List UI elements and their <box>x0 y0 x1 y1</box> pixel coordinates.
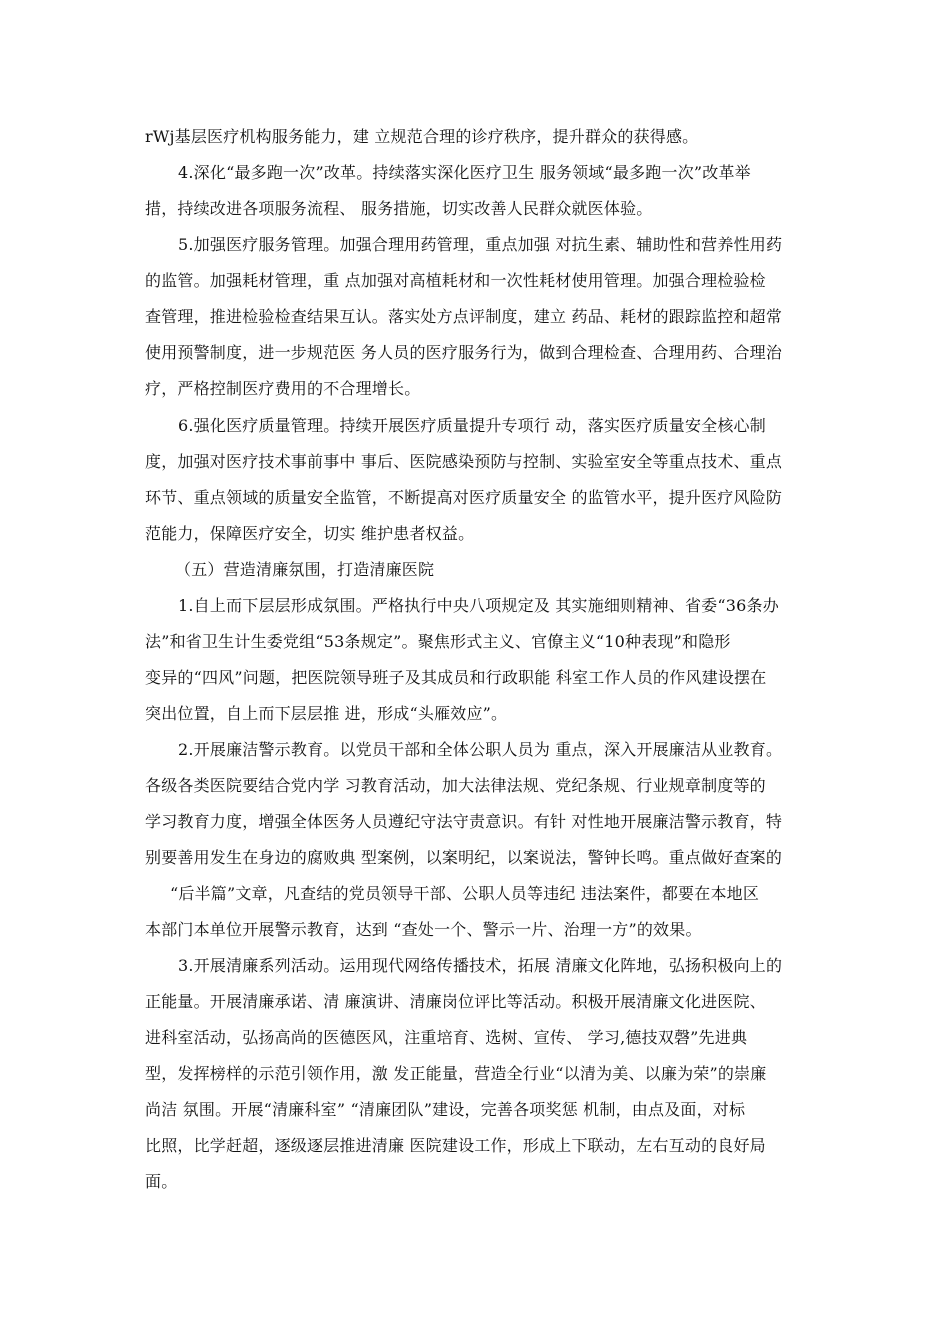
text-line-2: 4.深化“最多跑一次”改革。持续落实深化医疗卫生 服务领域“最多跑一次”改革举 <box>178 163 751 182</box>
text-line-3: 措，持续改进各项服务流程、 服务措施，切实改善人民群众就医体验。 <box>145 199 653 218</box>
text-line-24: 3.开展清廉系列活动。运用现代网络传播技术，拓展 清廉文化阵地，弘扬积极向上的 <box>178 956 783 975</box>
text-line-21: 别要善用发生在身边的腐败典 型案例，以案明纪，以案说法，警钟长鸣。重点做好查案的 <box>145 848 783 867</box>
text-line-8: 疗，严格控制医疗费用的不合理增长。 <box>145 379 421 398</box>
text-line-19: 各级各类医院要结合党内学 习教育活动，加大法律法规、党纪条规、行业规章制度等的 <box>145 776 766 795</box>
text-line-6: 查管理，推进检验检查结果互认。落实处方点评制度，建立 药品、耗材的跟踪监控和超常 <box>145 307 783 326</box>
text-line-26: 进科室活动，弘扬高尚的医德医风，注重培育、选树、宣传、 学习,德技双磬”先进典 <box>145 1028 748 1047</box>
text-line-30: 面。 <box>145 1172 178 1191</box>
text-line-5: 的监管。加强耗材管理，重 点加强对高植耗材和一次性耗材使用管理。加强合理检验检 <box>145 271 766 290</box>
text-line-10: 度，加强对医疗技术事前事中 事后、医院感染预防与控制、实验室安全等重点技术、重点 <box>145 452 783 471</box>
section-heading: （五）营造清廉氛围，打造清廉医院 <box>175 560 435 579</box>
text-line-27: 型，发挥榜样的示范引领作用，激 发正能量，营造全行业“以清为美、以廉为荣”的崇廉 <box>145 1064 767 1083</box>
text-line-1: rWj基层医疗机构服务能力，建 立规范合理的诊疗秩序，提升群众的获得感。 <box>145 127 699 146</box>
text-line-17: 突出位置，自上而下层层推 进，形成“头雁效应”。 <box>145 704 508 723</box>
text-line-16: 变异的“四风”问题，把医院领导班子及其成员和行政职能 科室工作人员的作风建设摆在 <box>145 668 767 687</box>
text-line-20: 学习教育力度，增强全体医务人员遵纪守法守责意识。有针 对性地开展廉洁警示教育，特 <box>145 812 783 831</box>
text-line-7: 使用预警制度，进一步规范医 务人员的医疗服务行为，做到合理检查、合理用药、合理治 <box>145 343 783 362</box>
text-line-14: 1.自上而下层层形成氛围。严格执行中央八项规定及 其实施细则精神、省委“36条办 <box>178 596 779 615</box>
text-line-29: 比照，比学赶超，逐级逐层推进清廉 医院建设工作，形成上下联动，左右互动的良好局 <box>145 1136 766 1155</box>
text-line-4: 5.加强医疗服务管理。加强合理用药管理，重点加强 对抗生素、辅助性和营养性用药 <box>178 235 783 254</box>
text-line-25: 正能量。开展清廉承诺、清 廉演讲、清廉岗位评比等活动。积极开展清廉文化进医院、 <box>145 992 766 1011</box>
text-line-22: “后半篇”文章，凡查结的党员领导干部、公职人员等违纪 违法案件，都要在本地区 <box>170 884 760 903</box>
text-line-23: 本部门本单位开展警示教育，达到 “查处一个、警示一片、治理一方”的效果。 <box>145 920 702 939</box>
text-line-11: 环节、重点领域的质量安全监管，不断提高对医疗质量安全 的监管水平，提升医疗风险防 <box>145 488 783 507</box>
text-line-12: 范能力，保障医疗安全，切实 维护患者权益。 <box>145 524 475 543</box>
text-line-18: 2.开展廉洁警示教育。以党员干部和全体公职人员为 重点，深入开展廉洁从业教育。 <box>178 740 783 759</box>
text-line-28: 尚洁 氛围。开展“清廉科室” “清廉团队”建设，完善各项奖惩 机制，由点及面，对标 <box>145 1100 746 1119</box>
text-line-9: 6.强化医疗质量管理。持续开展医疗质量提升专项行 动，落实医疗质量安全核心制 <box>178 416 766 435</box>
text-line-15: 法”和省卫生计生委党组“53条规定”。聚焦形式主义、官僚主义“10种表现”和隐形 <box>145 632 731 651</box>
